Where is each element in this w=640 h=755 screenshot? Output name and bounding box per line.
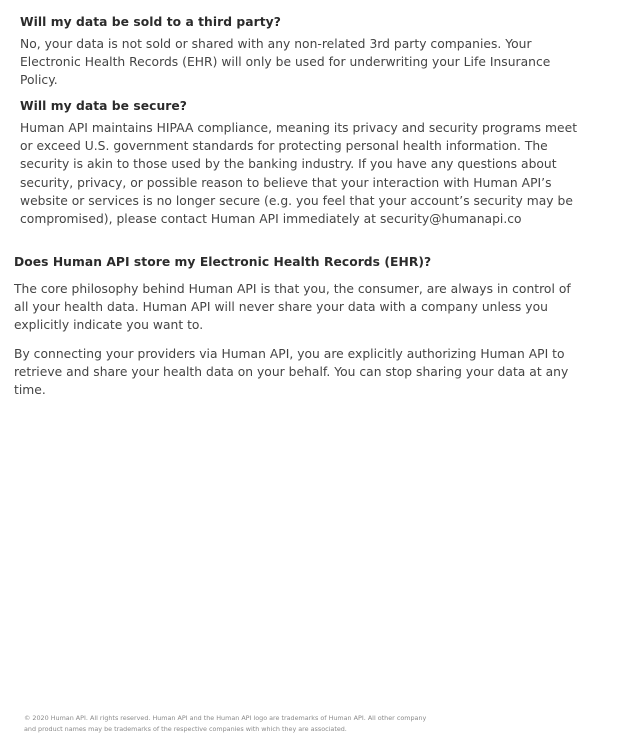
faq-question-data-sold: Will my data be sold to a third party? — [20, 15, 281, 29]
faq-answer-ehr-storage-part-1: The core philosophy behind Human API is that you, the consumer, are always in control of all your health data. Human API will never share your data with a company unless you explicitly indicate you want to. — [14, 282, 571, 333]
faq-answer-data-secure: Human API maintains HIPAA compliance, meaning its privacy and security programs meet or exceed U.S. government standards for protecting personal health information. The security is akin to those used by the banking industry. If you have any questions about security, privacy, or possible reason to believe that your interaction with Human API’s website or services is no longer secure (e.g. you feel that your account’s security may be compromised), please contact Human API immediately at security@humanapi.co — [20, 121, 578, 227]
faq-answer-data-sold: No, your data is not sold or shared with any non-related 3rd party companies. Your Electronic Health Records (EHR) will only be used for underwriting your Life Insurance Policy. — [20, 37, 551, 88]
faq-item-data-sold — [20, 14, 580, 90]
faq-question-data-secure: Will my data be secure? — [20, 99, 187, 113]
faq-item-data-secure — [20, 98, 580, 228]
faq-answer-ehr-storage-part-2: By connecting your providers via Human API, you are explicitly authorizing Human API to retrieve and share your health data on your behalf. You can stop sharing your data at any time. — [14, 346, 569, 398]
faq-question-ehr-storage: Does Human API store my Electronic Health Records (EHR)? — [14, 255, 432, 269]
footer-copyright: © 2020 Human API. All rights reserved. Human API and the Human API logo are trademarks of Human API. All other company and product names may be trademarks of the respective companies with which they are associated. — [24, 714, 427, 733]
faq-item-ehr-storage — [14, 254, 580, 399]
